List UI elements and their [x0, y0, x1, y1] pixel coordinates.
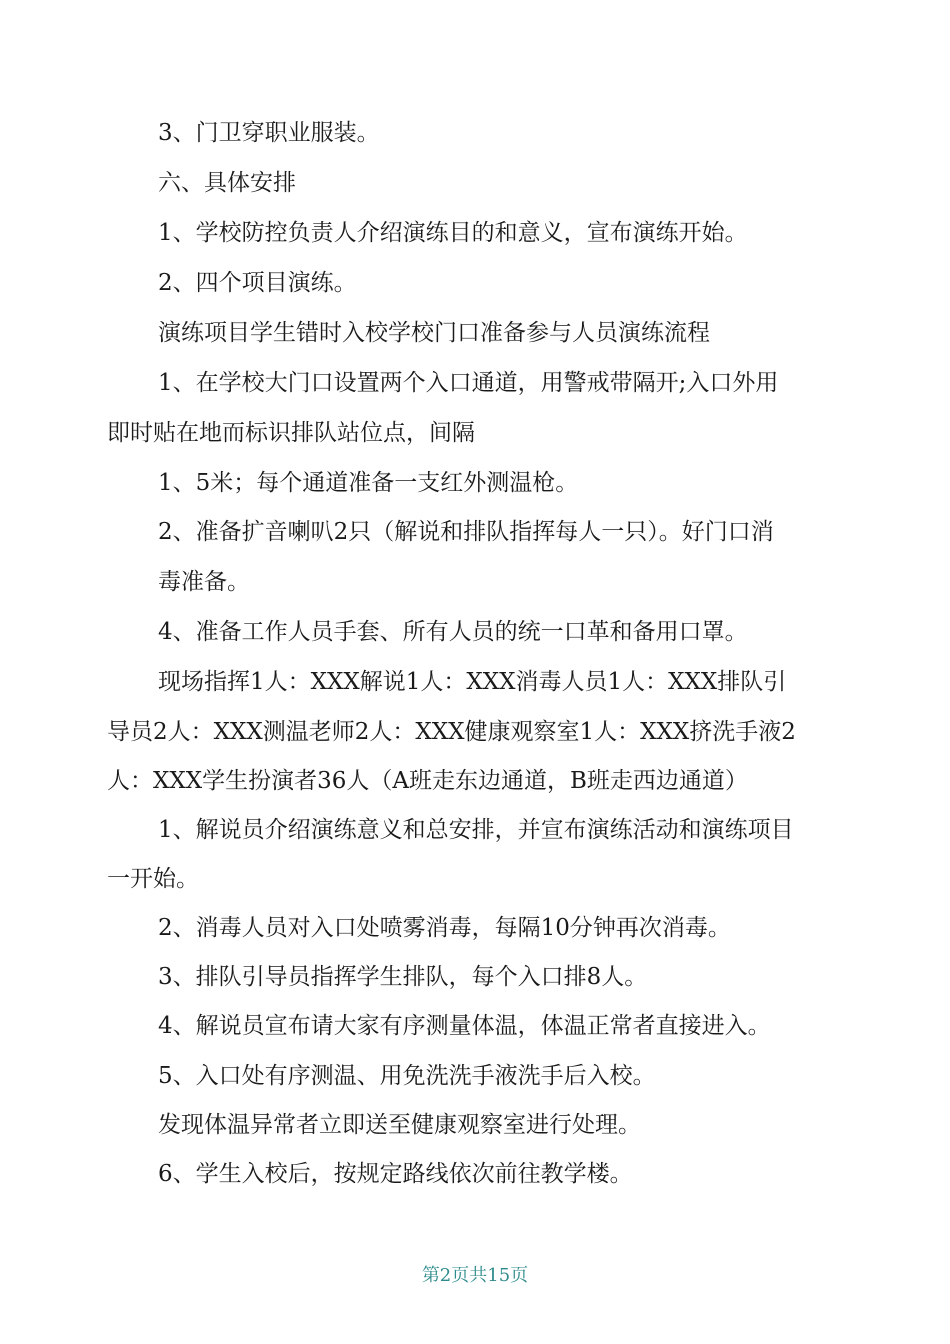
text-line-18: 3、排队引导员指挥学生排队，每个入口排8人。 [158, 964, 648, 990]
text-line-14: 人：XXX学生扮演者36人（A班走东边通道，B班走西边通道） [107, 768, 748, 794]
text-line-19: 4、解说员宣布请大家有序测量体温，体温正常者直接进入。 [158, 1013, 771, 1039]
section-heading: 六、具体安排 [158, 170, 296, 196]
text-line-7: 即时贴在地而标识排队站位点，间隔 [107, 420, 475, 446]
text-line-21: 发现体温异常者立即送至健康观察室进行处理。 [158, 1112, 641, 1138]
text-line-17: 2、消毒人员对入口处喷雾消毒，每隔10分钟再次消毒。 [158, 915, 731, 941]
page-number-footer: 第2页共15页 [421, 1265, 529, 1286]
text-line-3: 1、学校防控负责人介绍演练目的和意义，宣布演练开始。 [158, 220, 748, 246]
text-line-1: 3、门卫穿职业服装。 [158, 120, 380, 146]
text-line-12: 现场指挥1人：XXX解说1人：XXX消毒人员1人：XXX排队引 [158, 669, 787, 695]
text-line-10: 毒准备。 [158, 569, 250, 595]
text-line-13: 导员2人：XXX测温老师2人：XXX健康观察室1人：XXX挤洗手液2 [107, 719, 796, 745]
text-line-5: 演练项目学生错时入校学校门口准备参与人员演练流程 [158, 320, 710, 346]
text-line-11: 4、准备工作人员手套、所有人员的统一口革和备用口罩。 [158, 619, 748, 645]
text-line-15: 1、解说员介绍演练意义和总安排，并宣布演练活动和演练项目 [158, 817, 794, 843]
text-line-22: 6、学生入校后，按规定路线依次前往教学楼。 [158, 1161, 633, 1187]
text-line-9: 2、准备扩音喇叭2只（解说和排队指挥每人一只）。好门口消 [158, 519, 774, 545]
text-line-4: 2、四个项目演练。 [158, 270, 357, 296]
text-line-6: 1、在学校大门口设置两个入口通道，用警戒带隔开;入口外用 [158, 370, 779, 396]
text-line-16: 一开始。 [107, 866, 199, 892]
text-line-20: 5、入口处有序测温、用免洗洗手液洗手后入校。 [158, 1063, 656, 1089]
text-line-8: 1、5米；每个通道准备一支红外测温枪。 [158, 470, 579, 496]
